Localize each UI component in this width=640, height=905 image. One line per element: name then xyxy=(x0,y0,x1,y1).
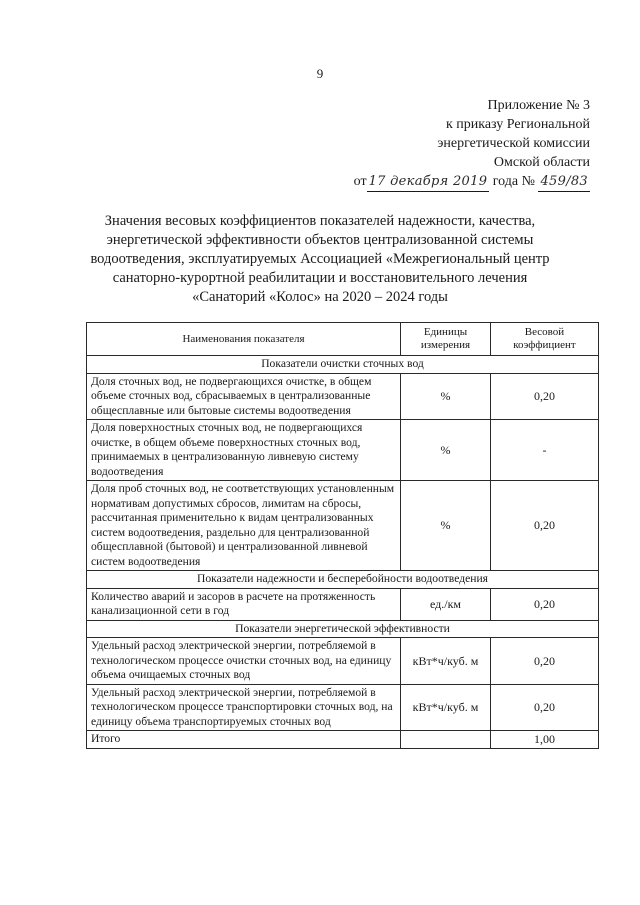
table-row xyxy=(87,588,599,620)
indicator-name: Удельный расход электрической энергии, потребляемой в технологическом процессе транспортировки сточных вод, на единицу объема транспортируемых сточных вод xyxy=(87,684,401,731)
indicator-unit: кВт*ч/куб. м xyxy=(401,638,491,685)
section-row-reliability xyxy=(87,571,599,589)
table-row xyxy=(87,481,599,571)
indicator-unit: % xyxy=(401,420,491,481)
total-weight: 1,00 xyxy=(491,731,599,749)
indicator-unit: % xyxy=(401,373,491,420)
indicator-name: Доля сточных вод, не подвергающихся очистке, в общем объеме сточных вод, сбрасываемых в централизованные общесплавные или бытовые системы водоотведения xyxy=(87,373,401,420)
indicator-weight: - xyxy=(491,420,599,481)
total-row xyxy=(87,731,599,749)
handwritten-order-number: 459/83 xyxy=(538,172,590,192)
handwritten-date: 17 декабря 2019 xyxy=(367,172,490,192)
header-unit-line1: Единицы xyxy=(423,326,468,338)
total-label: Итого xyxy=(87,731,401,749)
year-label: года № xyxy=(492,174,535,189)
appendix-line: Приложение № 3 xyxy=(487,98,590,113)
indicator-unit: % xyxy=(401,481,491,571)
indicator-unit: кВт*ч/куб. м xyxy=(401,684,491,731)
title-line: водоотведения, эксплуатируемых Ассоциацией «Межрегиональный центр xyxy=(90,251,550,267)
title-line: санаторно-курортной реабилитации и восстановительного лечения xyxy=(112,270,528,286)
from-label: от xyxy=(353,174,367,189)
indicator-name: Удельный расход электрической энергии, потребляемой в технологическом процессе очистки сточных вод, на единицу объема очищаемых сточных вод xyxy=(87,638,401,685)
section-title: Показатели энергетической эффективности xyxy=(87,620,599,638)
indicator-weight: 0,20 xyxy=(491,684,599,731)
title-line: «Санаторий «Колос» на 2020 – 2024 годы xyxy=(192,289,448,305)
section-row-energy xyxy=(87,620,599,638)
indicator-name: Доля поверхностных сточных вод, не подвергающихся очистке, в общем объеме поверхностных сточных вод, принимаемых в централизованную ливневую систему водоотведения xyxy=(87,420,401,481)
header-unit xyxy=(401,323,491,356)
order-date-line xyxy=(330,172,590,192)
total-unit xyxy=(401,731,491,749)
indicator-weight: 0,20 xyxy=(491,638,599,685)
table-header-row xyxy=(87,323,599,356)
appendix-line: к приказу Региональной xyxy=(445,117,590,132)
section-title: Показатели надежности и бесперебойности водоотведения xyxy=(87,571,599,589)
indicator-name: Доля проб сточных вод, не соответствующих установленным нормативам допустимых сбросов, лимитам на сбросы, рассчитанная применительно к видам централизованных систем водоотведения, раздельно для централизованной общесплавной (бытовой) и централизованной ливневой систем водоотведения xyxy=(87,481,401,571)
coefficients-table xyxy=(86,322,599,749)
table-row xyxy=(87,638,599,685)
indicator-weight: 0,20 xyxy=(491,481,599,571)
table-row xyxy=(87,420,599,481)
header-weight-line2: коэффициент xyxy=(513,339,576,351)
indicator-weight: 0,20 xyxy=(491,373,599,420)
header-unit-line2: измерения xyxy=(420,339,471,351)
header-weight xyxy=(491,323,599,356)
appendix-header xyxy=(330,96,590,192)
indicator-name: Количество аварий и засоров в расчете на протяженность канализационной сети в год xyxy=(87,588,401,620)
page-number: 9 xyxy=(316,66,324,81)
header-weight-line1: Весовой xyxy=(524,326,565,338)
table-row xyxy=(87,373,599,420)
appendix-line: энергетической комиссии xyxy=(437,136,590,151)
document-title xyxy=(80,212,560,307)
indicator-weight: 0,20 xyxy=(491,588,599,620)
header-name: Наименования показателя xyxy=(87,323,401,356)
section-title: Показатели очистки сточных вод xyxy=(87,356,599,374)
appendix-line: Омской области xyxy=(493,155,590,170)
title-line: Значения весовых коэффициентов показателей надежности, качества, xyxy=(104,213,536,229)
title-line: энергетической эффективности объектов централизованной системы xyxy=(106,232,534,248)
table-row xyxy=(87,684,599,731)
indicator-unit: ед./км xyxy=(401,588,491,620)
section-row-treatment xyxy=(87,356,599,374)
